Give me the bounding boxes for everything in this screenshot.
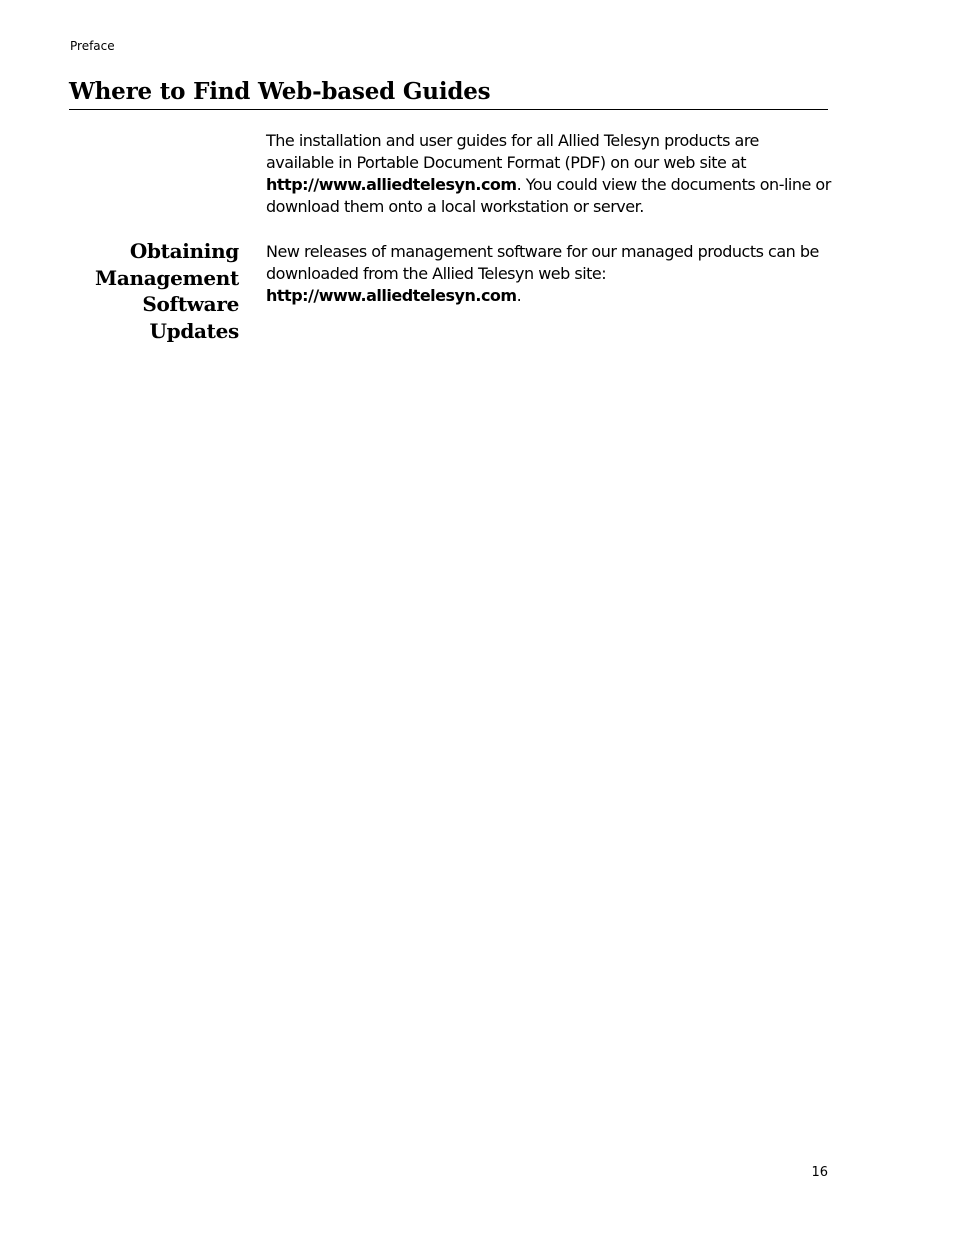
- subsection-heading-line: Management: [95, 265, 239, 290]
- updates-text-before: New releases of management software for our managed products can be downloaded from the Allied Telesyn web site:: [266, 242, 819, 283]
- subsection-heading-line: Obtaining: [129, 239, 239, 263]
- title-rule: [69, 109, 828, 110]
- page-number: 16: [811, 1165, 828, 1180]
- intro-text-after: . You could view the documents on-line or download them onto a local workstation or server.: [266, 175, 831, 216]
- running-header: Preface: [70, 39, 115, 53]
- subsection-heading-line: Software: [142, 292, 239, 316]
- updates-paragraph: [266, 241, 831, 307]
- subsection-heading: [70, 238, 239, 344]
- website-link[interactable]: http://www.alliedtelesyn.com: [266, 175, 517, 194]
- updates-text-after: .: [516, 286, 522, 305]
- intro-paragraph: [266, 130, 831, 218]
- intro-text-before: The installation and user guides for all Allied Telesyn products are available in Portable Document Format (PDF) on our web site at: [266, 131, 759, 172]
- subsection-heading-line: Updates: [149, 318, 239, 343]
- website-link[interactable]: http://www.alliedtelesyn.com: [266, 286, 517, 305]
- section-title: Where to Find Web-based Guides: [69, 78, 491, 105]
